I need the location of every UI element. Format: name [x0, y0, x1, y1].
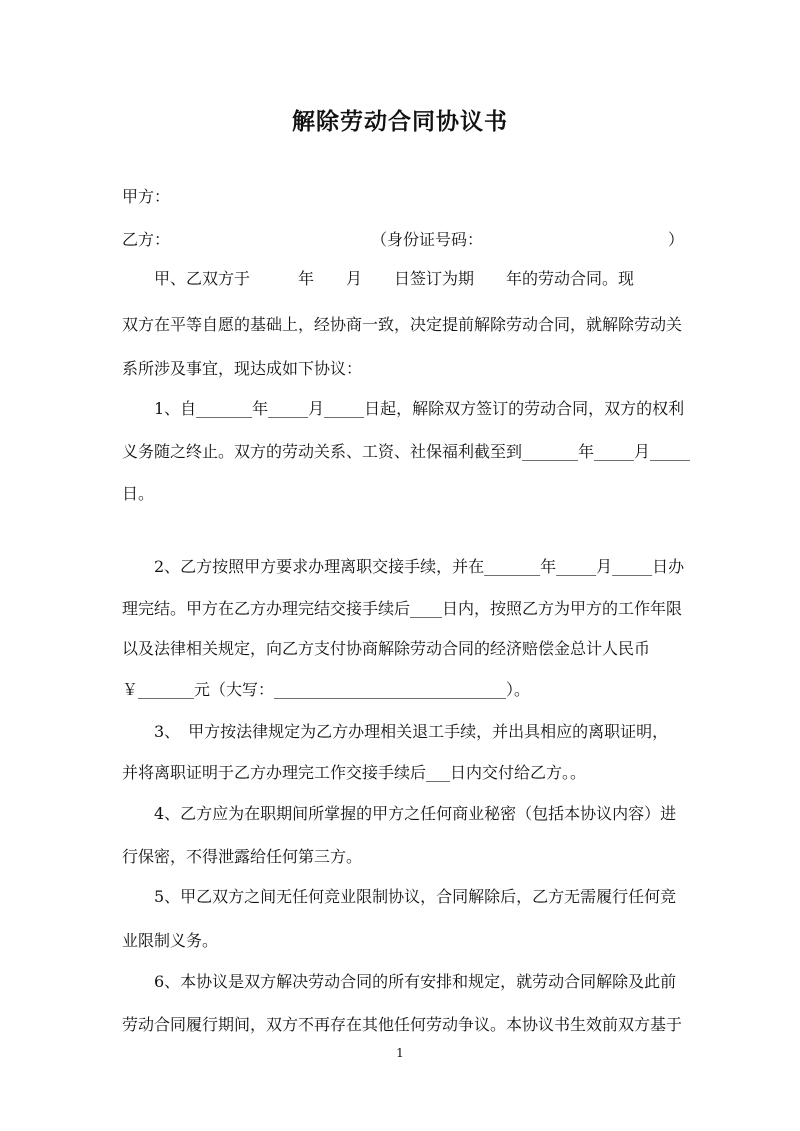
- clause-5-line: 业限制义务。: [122, 931, 219, 950]
- intro-line: 系所涉及事宜，现达成如下协议：: [122, 359, 363, 378]
- clause-1-line: 义务随之终止。双方的劳动关系、工资、社保福利截至到_______年_____月_____: [122, 442, 691, 461]
- clause-4-line: 行保密，不得泄露给任何第三方。: [122, 847, 363, 866]
- document-title: 解除劳动合同协议书: [292, 109, 508, 135]
- clause-2-line: 2、乙方按照甲方要求办理离职交接手续，并在_______年_____月_____日办: [154, 557, 685, 576]
- clause-2-line: 理完结。甲方在乙方办理完结交接手续后____日内，按照乙方为甲方的工作年限: [122, 599, 683, 618]
- clause-1-line: 1、自_______年_____月_____日起，解除双方签订的劳动合同，双方的权利: [154, 399, 685, 418]
- clause-4-line: 4、乙方应为在职期间所掌握的甲方之任何商业秘密（包括本协议内容）进: [154, 804, 677, 823]
- clause-2-line: ￥_______元（大写：_____________________________）。: [122, 680, 531, 699]
- clause-6-line: 6、本协议是双方解决劳动合同的所有安排和规定，就劳动合同解除及此前: [154, 972, 677, 991]
- page-number: 1: [396, 1046, 404, 1060]
- party-b-id-close: ）: [668, 230, 685, 249]
- clause-2-line: 以及法律相关规定，向乙方支付协商解除劳动合同的经济赔偿金总计人民币: [122, 639, 651, 658]
- clause-5-line: 5、甲乙双方之间无任何竞业限制协议，合同解除后，乙方无需履行任何竞: [154, 887, 677, 906]
- party-b-label: 乙方：: [122, 230, 171, 249]
- intro-line: 双方在平等自愿的基础上，经协商一致，决定提前解除劳动合同，就解除劳动关: [122, 315, 683, 334]
- party-b-id-label: （身份证号码：: [371, 230, 484, 249]
- clause-3-line: 3、 甲方按法律规定为乙方办理相关退工手续，并出具相应的离职证明，: [154, 722, 669, 741]
- clause-6-line: 劳动合同履行期间，双方不再存在其他任何劳动争议。本协议书生效前双方基于: [122, 1015, 683, 1034]
- clause-1-line: 日。: [122, 484, 155, 503]
- party-a-line: 甲方：: [122, 187, 171, 206]
- intro-line: 甲、乙双方于 年 月 日签订为期 年的劳动合同。现: [154, 269, 635, 288]
- clause-3-line: 并将离职证明于乙方办理完工作交接手续后___日内交付给乙方。。: [122, 763, 587, 782]
